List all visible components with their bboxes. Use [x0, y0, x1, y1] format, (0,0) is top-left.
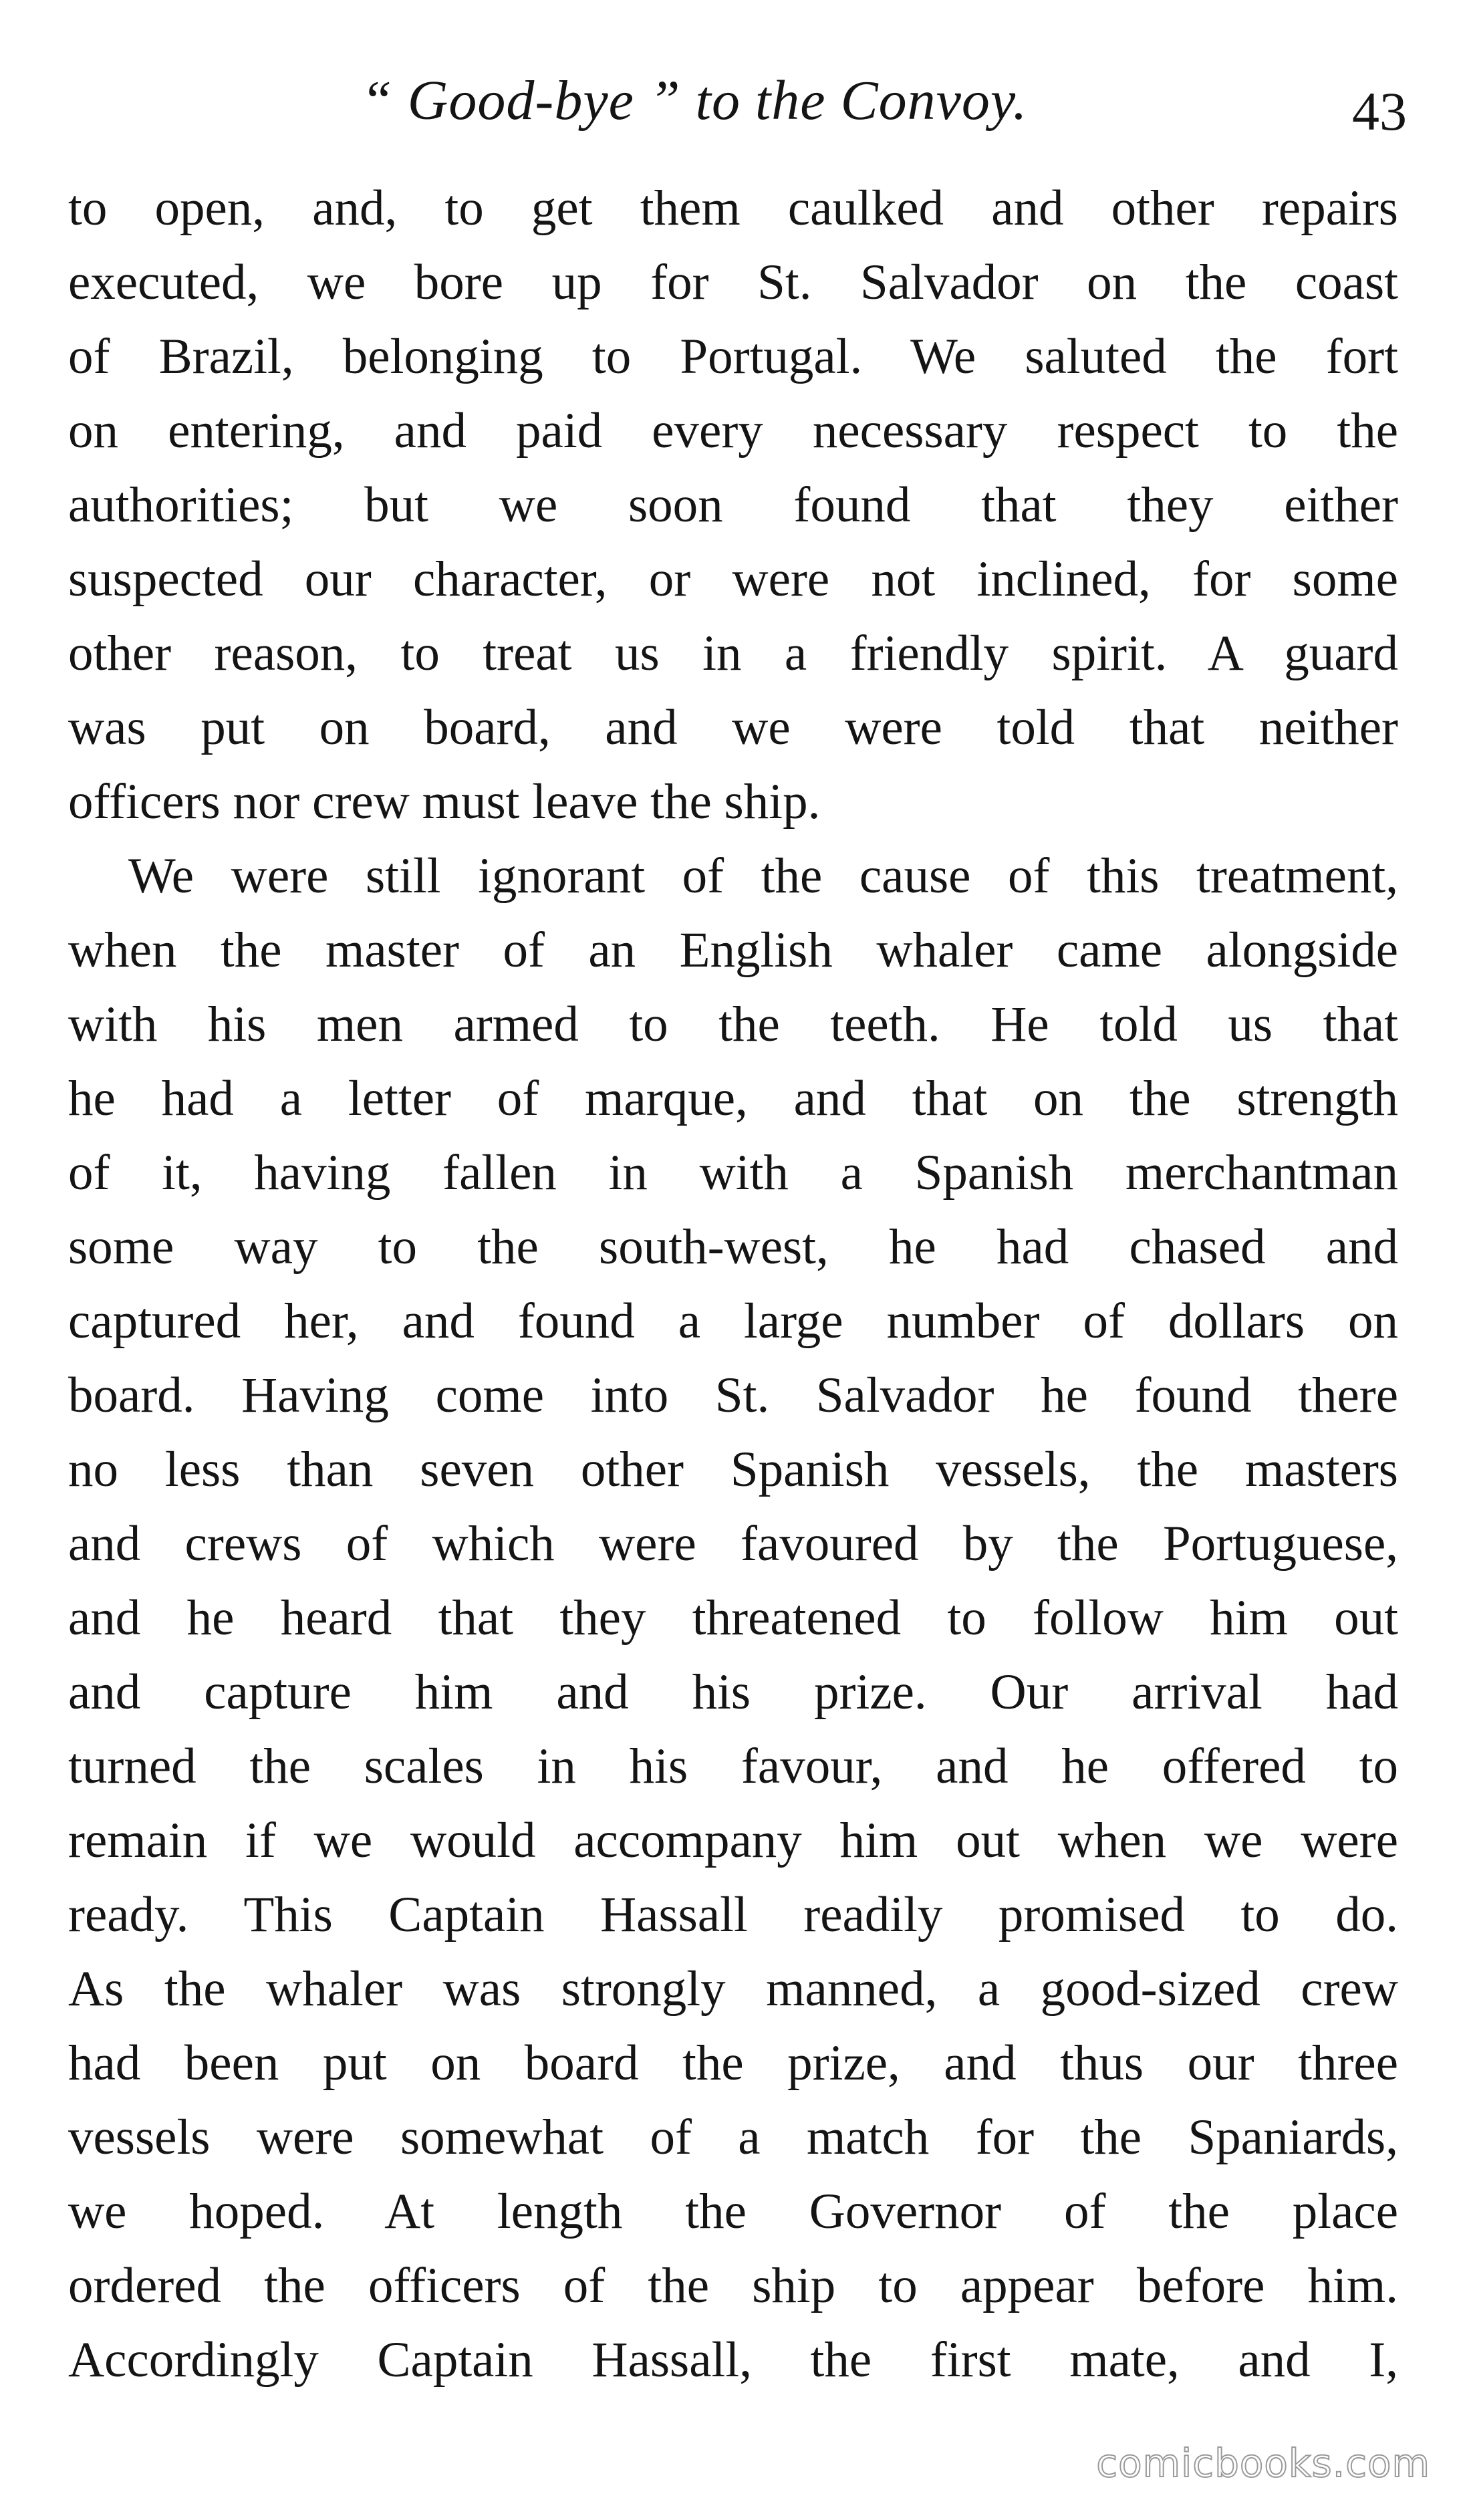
text-line: of Brazil, belonging to Portugal. We saluted the fort	[68, 329, 1398, 384]
text-line: no less than seven other Spanish vessels, the masters	[68, 1442, 1398, 1497]
text-line: suspected our character, or were not inclined, for some	[68, 551, 1398, 607]
page-number: 43	[1352, 81, 1407, 142]
text-line: authorities; but we soon found that they either	[68, 477, 1398, 533]
text-line: when the master of an English whaler came alongside	[68, 922, 1398, 978]
watermark: comicbooks.com	[1096, 2440, 1430, 2486]
text-line: As the whaler was strongly manned, a good-sized crew	[68, 1961, 1398, 2017]
text-line: to open, and, to get them caulked and other repairs	[68, 180, 1398, 236]
text-line: We were still ignorant of the cause of this treatment,	[128, 848, 1398, 904]
running-title: “ Good-bye ” to the Convoy.	[361, 70, 1028, 132]
text-line: and he heard that they threatened to follow him out	[68, 1590, 1398, 1646]
text-line: was put on board, and we were told that neither	[68, 700, 1398, 755]
text-line: executed, we bore up for St. Salvador on the coast	[68, 255, 1398, 310]
text-line: Accordingly Captain Hassall, the first mate, and I,	[68, 2332, 1398, 2388]
text-line: and capture him and his prize. Our arrival had	[68, 1664, 1398, 1720]
text-line: had been put on board the prize, and thus our three	[68, 2035, 1398, 2091]
text-line: on entering, and paid every necessary respect to the	[68, 403, 1398, 459]
text-line: he had a letter of marque, and that on the strength	[68, 1071, 1398, 1126]
body-text	[68, 171, 1398, 2397]
text-line: turned the scales in his favour, and he offered to	[68, 1739, 1398, 1794]
text-line: some way to the south-west, he had chased and	[68, 1219, 1398, 1275]
text-line: and crews of which were favoured by the Portuguese,	[68, 1516, 1398, 1571]
text-line: captured her, and found a large number of dollars on	[68, 1293, 1398, 1349]
text-line: ordered the officers of the ship to appear before him.	[68, 2258, 1398, 2313]
text-line: other reason, to treat us in a friendly spirit. A guard	[68, 626, 1398, 681]
text-line: vessels were somewhat of a match for the Spaniards,	[68, 2110, 1398, 2165]
text-line: remain if we would accompany him out when we were	[68, 1813, 1398, 1868]
text-line: ready. This Captain Hassall readily promised to do.	[68, 1887, 1398, 1942]
text-line: with his men armed to the teeth. He told us that	[68, 997, 1398, 1052]
text-line: officers nor crew must leave the ship.	[68, 774, 821, 830]
text-line: of it, having fallen in with a Spanish merchantman	[68, 1145, 1398, 1201]
text-line: we hoped. At length the Governor of the place	[68, 2184, 1398, 2239]
text-line: board. Having come into St. Salvador he found there	[68, 1368, 1398, 1423]
